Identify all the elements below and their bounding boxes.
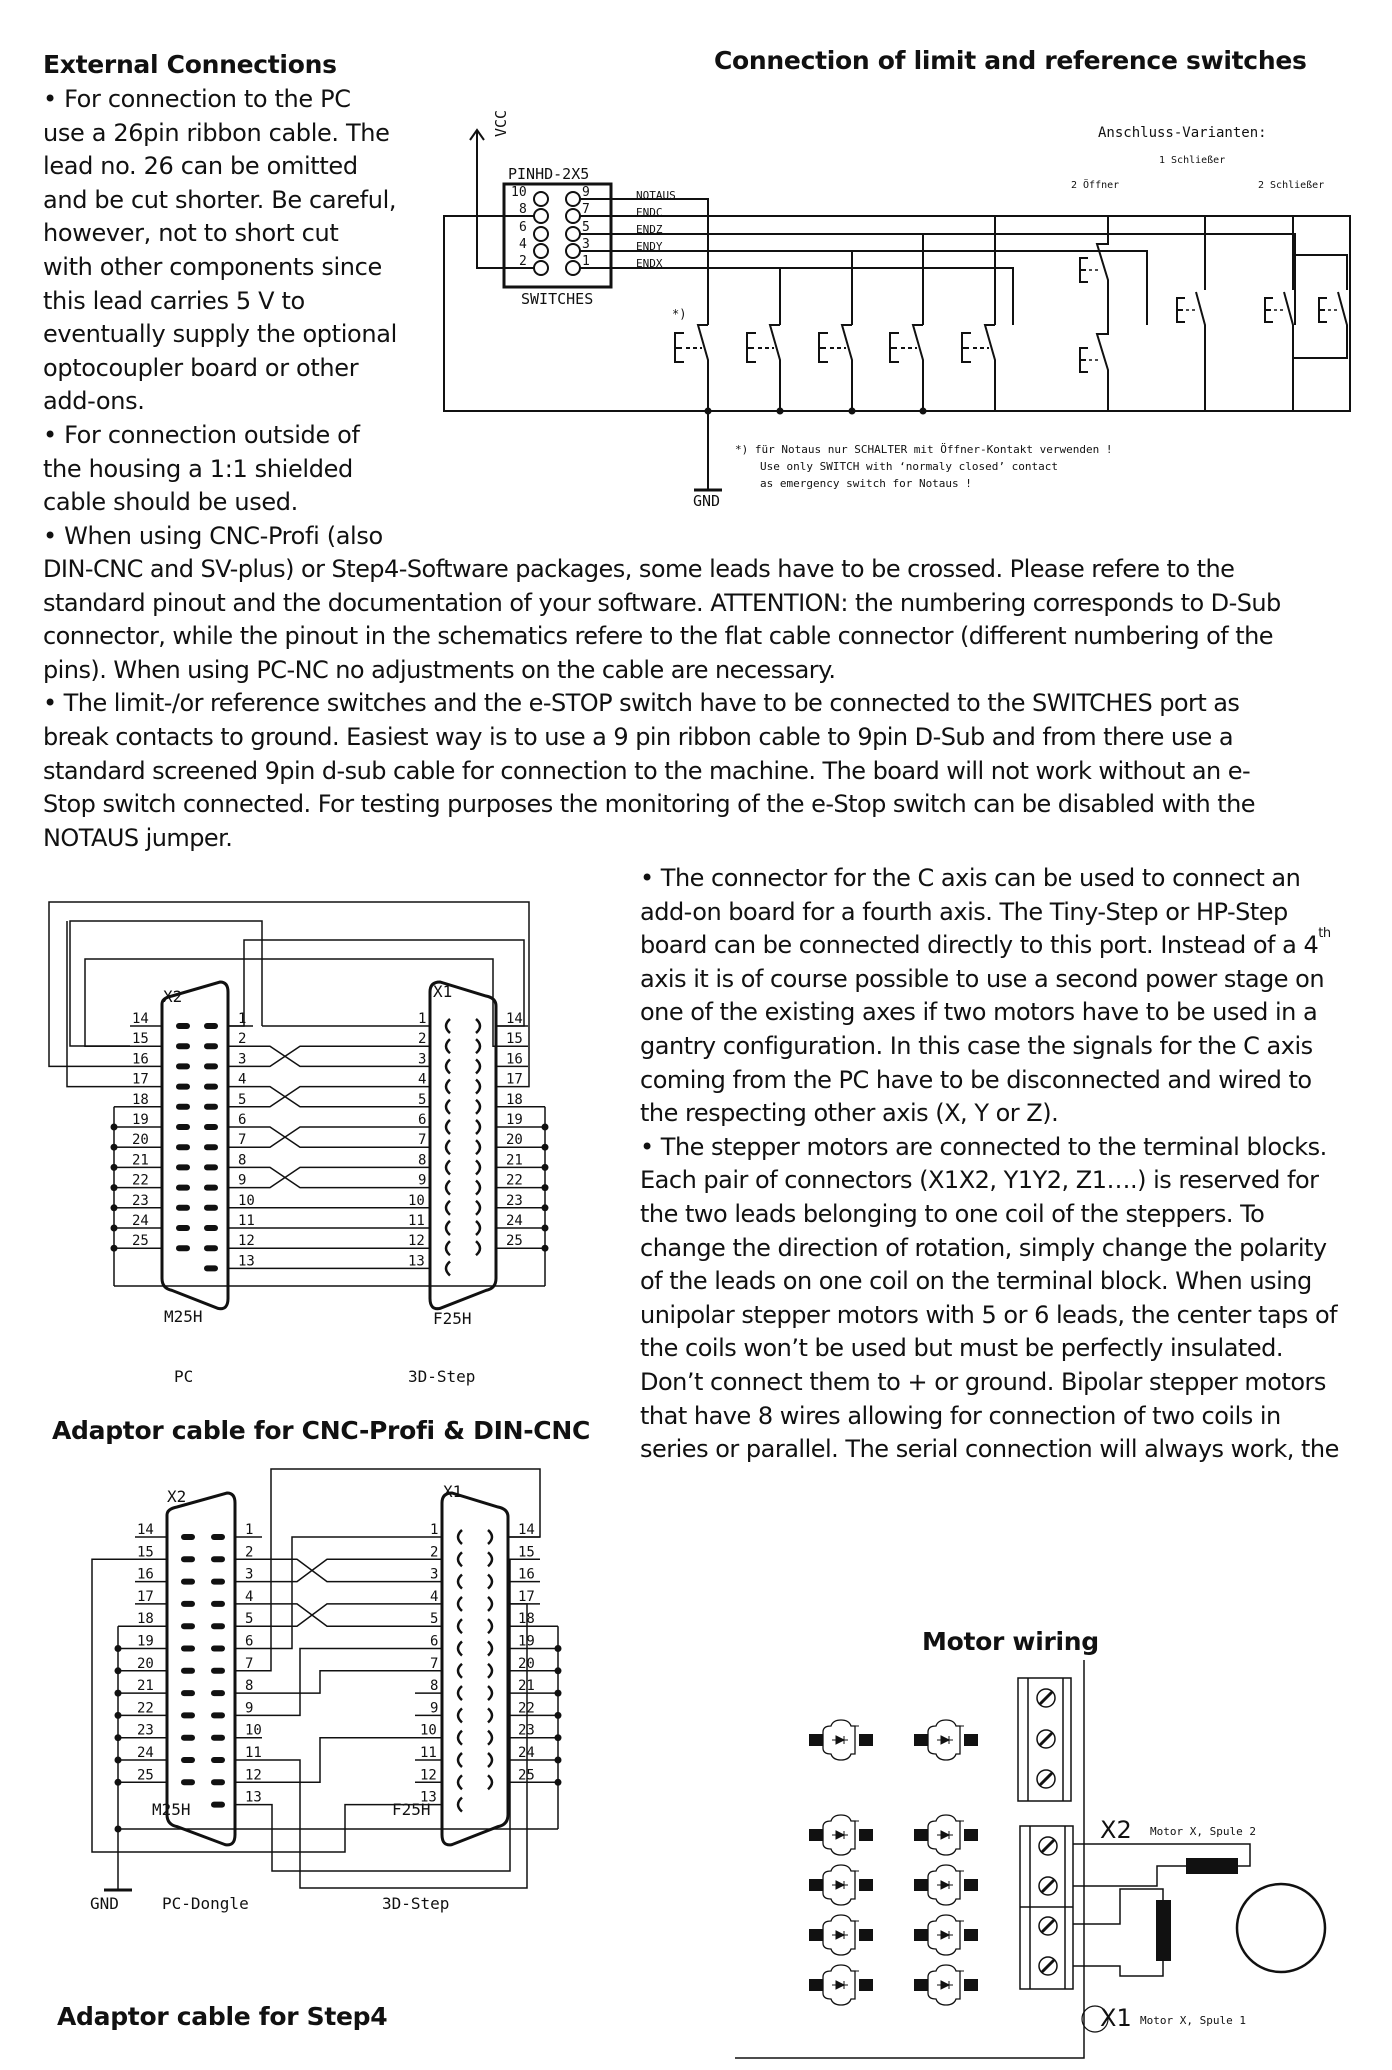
caption-adaptor-step4: Adaptor cable for Step4 xyxy=(57,2002,388,2031)
pin-label: 25 xyxy=(518,1767,535,1784)
pin-label: 15 xyxy=(132,1031,149,1048)
pin-label: 24 xyxy=(137,1745,154,1761)
pin-label: 1 xyxy=(245,1522,254,1538)
text-line: • For connection to the PC xyxy=(43,85,351,113)
ad1-right-name: X1 xyxy=(433,982,453,1001)
pin-label: 8 xyxy=(245,1678,254,1695)
pin-label: 22 xyxy=(132,1172,149,1189)
pin-label: 24 xyxy=(132,1213,149,1229)
pin-label: 10 xyxy=(420,1722,437,1739)
text-line: use a 26pin ribbon cable. The xyxy=(43,118,390,147)
variants-heading: Anschluss-Varianten: xyxy=(1098,125,1267,141)
pin-label: 18 xyxy=(518,1611,535,1628)
pin-label: 24 xyxy=(518,1745,535,1761)
pin-label: 1 xyxy=(430,1522,439,1538)
pin-label: 18 xyxy=(132,1091,149,1108)
pin-label: 16 xyxy=(506,1051,523,1068)
diode-icon xyxy=(914,1815,978,1855)
pin-label: 5 xyxy=(245,1611,254,1628)
text-line: series or parallel. The serial connection will always work, the xyxy=(640,1435,1339,1464)
pin-label: 5 xyxy=(418,1091,427,1108)
text-line: the coils won’t be used but must be perfectly insulated. xyxy=(640,1334,1283,1363)
pin-label: 16 xyxy=(518,1566,535,1583)
ad2-right-name: X1 xyxy=(443,1482,463,1501)
text-line: • The connector for the C axis can be used to connect an xyxy=(640,864,1301,892)
variant-label-2-schliesser: 2 Schließer xyxy=(1258,180,1325,191)
pin-label: 14 xyxy=(518,1522,535,1538)
coil-2-label: Motor X, Spule 2 xyxy=(1150,1825,1256,1838)
caption-adaptor-cnc-profi: Adaptor cable for CNC-Profi & DIN-CNC xyxy=(52,1416,590,1445)
pin-label: 15 xyxy=(137,1544,154,1561)
pin-number: 4 xyxy=(519,237,527,252)
footnote-line-1: *) für Notaus nur SCHALTER mit Öffner-Kontakt verwenden ! xyxy=(735,443,1113,456)
pin-label: 3 xyxy=(238,1051,247,1068)
signal-endc: ENDC xyxy=(636,206,663,219)
pin-label: 23 xyxy=(506,1192,523,1209)
pin-label: 17 xyxy=(506,1071,523,1088)
pin-label: 22 xyxy=(518,1700,535,1717)
text-line: cable should be used. xyxy=(43,488,298,517)
diode-icon xyxy=(914,1865,978,1905)
pin-label: 6 xyxy=(418,1112,427,1128)
pin-label: 9 xyxy=(238,1172,247,1189)
ad2-right-type: F25H xyxy=(392,1800,431,1819)
text-line: change the direction of rotation, simply change the polarity xyxy=(640,1233,1327,1262)
pin-label: 9 xyxy=(418,1172,427,1189)
text-line: that have 8 wires allowing for connection of two coils in xyxy=(640,1401,1281,1430)
footnote-line-3: as emergency switch for Notaus ! xyxy=(760,477,972,490)
pin-label: 17 xyxy=(518,1588,535,1605)
text-line: • The limit-/or reference switches and the e-STOP switch have to be connected to the SWITCHES port as xyxy=(43,689,1240,718)
diode-icon xyxy=(809,1965,873,2005)
text-line: standard pinout and the documentation of your software. ATTENTION: the numbering corresponds to D-Sub xyxy=(43,588,1281,617)
text-line: the two leads belonging to one coil of the steppers. To xyxy=(640,1199,1265,1228)
diode-icon xyxy=(914,1965,978,2005)
diode-icon xyxy=(914,1720,978,1760)
pin-label: 6 xyxy=(430,1633,439,1650)
pin-label: 1 xyxy=(238,1011,247,1027)
pin-number: 1 xyxy=(582,254,590,269)
pin-label: 11 xyxy=(245,1745,262,1761)
text-line: gantry configuration. In this case the signals for the C axis xyxy=(640,1031,1313,1060)
ad1-right-type: F25H xyxy=(433,1309,472,1328)
pin-label: 15 xyxy=(518,1544,535,1561)
pin-label: 13 xyxy=(245,1789,262,1806)
pin-label: 20 xyxy=(506,1132,523,1149)
coil-1-icon xyxy=(1156,1900,1171,1961)
text-line: coming from the PC have to be disconnected and wired to xyxy=(640,1065,1312,1094)
pin-label: 23 xyxy=(518,1722,535,1739)
coil-1-label: Motor X, Spule 1 xyxy=(1140,2014,1246,2027)
text-line: unipolar stepper motors with 5 or 6 leads, the center taps of xyxy=(640,1300,1338,1329)
pin-number: 6 xyxy=(519,220,527,235)
text-line: Stop switch connected. For testing purposes the monitoring of the e-Stop switch can be disabled with the xyxy=(43,790,1256,819)
pin-label: 19 xyxy=(137,1633,154,1650)
pin-label: 23 xyxy=(132,1192,149,1209)
pin-label: 12 xyxy=(408,1233,425,1250)
pin-label: 12 xyxy=(245,1767,262,1784)
pin-label: 5 xyxy=(430,1611,439,1628)
connector-name: PINHD-2X5 xyxy=(508,165,590,183)
text-line: standard screened 9pin d-sub cable for connection to the machine. The board will not work without an e- xyxy=(43,756,1251,785)
text-line: DIN-CNC and SV-plus) or Step4-Software packages, some leads have to be crossed. Please refere to the xyxy=(43,555,1235,583)
pin-label: 2 xyxy=(430,1544,439,1561)
pin-label: 20 xyxy=(132,1132,149,1149)
text-line: optocoupler board or other xyxy=(43,353,359,382)
pin-label: 13 xyxy=(420,1789,437,1806)
pin-label: 9 xyxy=(245,1700,254,1717)
pin-number: 5 xyxy=(582,220,590,235)
diode-icon xyxy=(809,1720,873,1760)
text-line: • When using CNC-Profi (also xyxy=(43,521,383,550)
connector-label: SWITCHES xyxy=(521,290,594,308)
ad2-right-device: 3D-Step xyxy=(382,1894,450,1913)
pin-label: 14 xyxy=(506,1011,523,1027)
signal-endx: ENDX xyxy=(636,257,663,270)
pin-label: 21 xyxy=(137,1678,154,1695)
text-line: of the leads on one coil on the terminal block. When using xyxy=(640,1267,1312,1296)
text-line: • For connection outside of xyxy=(43,420,360,449)
text-line: NOTAUS jumper. xyxy=(43,823,233,852)
ad1-left-type: M25H xyxy=(164,1307,203,1326)
pin-label: 10 xyxy=(238,1192,255,1209)
diode-icon xyxy=(809,1815,873,1855)
pin-label: 18 xyxy=(506,1091,523,1108)
pin-label: 8 xyxy=(430,1678,439,1695)
vcc-label: VCC xyxy=(492,109,510,137)
pin-label: 13 xyxy=(408,1253,425,1270)
pin-number: 2 xyxy=(519,254,527,269)
pin-label: 12 xyxy=(238,1233,255,1250)
pin-label: 8 xyxy=(418,1152,427,1169)
pin-label: 14 xyxy=(137,1522,154,1538)
pin-number: 3 xyxy=(582,237,590,252)
pin-label: 1 xyxy=(418,1011,427,1027)
pin-label: 10 xyxy=(408,1192,425,1209)
pin-label: 4 xyxy=(245,1588,254,1605)
motor-rotor-icon xyxy=(1237,1884,1325,1972)
pin-label: 9 xyxy=(430,1700,439,1717)
pin-label: 23 xyxy=(137,1722,154,1739)
pin-label: 3 xyxy=(245,1566,254,1583)
section-title-external-connections: External Connections xyxy=(43,50,337,79)
pin-label: 6 xyxy=(238,1112,247,1128)
pin-number: 9 xyxy=(582,185,590,200)
pin-label: 7 xyxy=(430,1655,439,1672)
pin-label: 4 xyxy=(238,1071,247,1088)
pin-label: 15 xyxy=(506,1031,523,1048)
text-line: • The stepper motors are connected to the terminal blocks. xyxy=(640,1132,1327,1161)
pin-label: 3 xyxy=(430,1566,439,1583)
signal-endy: ENDY xyxy=(636,240,663,253)
text-line: this lead carries 5 V to xyxy=(43,286,305,315)
pin-label: 11 xyxy=(238,1213,255,1229)
pin-label: 20 xyxy=(518,1655,535,1672)
text-fragment: board can be connected directly to this port. Instead of a 4 xyxy=(640,931,1319,960)
pin-label: 4 xyxy=(430,1588,439,1605)
pin-label: 16 xyxy=(132,1051,149,1068)
gnd-label: GND xyxy=(693,492,721,510)
pin-label: 6 xyxy=(245,1633,254,1650)
text-line: Don’t connect them to + or ground. Bipolar stepper motors xyxy=(640,1367,1326,1396)
signal-endz: ENDZ xyxy=(636,223,663,236)
text-line: with other components since xyxy=(43,252,382,281)
variant-label-1-schliesser: 1 Schließer xyxy=(1159,155,1226,166)
pin-label: 21 xyxy=(132,1152,149,1169)
pin-label: 22 xyxy=(137,1700,154,1717)
asterisk-mark: *) xyxy=(672,307,687,321)
text-line: add-on board for a fourth axis. The Tiny-Step or HP-Step xyxy=(640,897,1288,926)
ad2-left-device: PC-Dongle xyxy=(162,1894,249,1913)
diode-icon xyxy=(914,1915,978,1955)
ad2-left-type: M25H xyxy=(152,1800,191,1819)
text-line: the respecting other axis (X, Y or Z). xyxy=(640,1099,1059,1128)
pin-label: 24 xyxy=(506,1213,523,1229)
pin-label: 17 xyxy=(132,1071,149,1088)
pin-label: 2 xyxy=(238,1031,247,1048)
pin-label: 22 xyxy=(506,1172,523,1189)
pin-label: 4 xyxy=(418,1071,427,1088)
section-title-switches: Connection of limit and reference switches xyxy=(714,46,1307,75)
pin-number: 7 xyxy=(582,202,590,217)
pin-label: 25 xyxy=(137,1767,154,1784)
terminal-x2-label: X2 xyxy=(1100,1816,1132,1844)
coil-2-icon xyxy=(1186,1858,1238,1874)
pin-number: 10 xyxy=(511,185,527,200)
pin-label: 20 xyxy=(137,1655,154,1672)
pin-number: 8 xyxy=(519,202,527,217)
pin-label: 13 xyxy=(238,1253,255,1270)
pin-label: 11 xyxy=(420,1745,437,1761)
text-line: lead no. 26 can be omitted xyxy=(43,152,358,181)
section-title-motor-wiring: Motor wiring xyxy=(922,1627,1099,1656)
pin-label: 21 xyxy=(506,1152,523,1169)
pin-label: 2 xyxy=(418,1031,427,1048)
diode-icon xyxy=(809,1865,873,1905)
text-line: however, not to short cut xyxy=(43,219,339,248)
text-line: axis it is of course possible to use a second power stage on xyxy=(640,964,1325,993)
text-line: add-ons. xyxy=(43,387,145,416)
pin-label: 12 xyxy=(420,1767,437,1784)
pin-label: 19 xyxy=(506,1112,523,1128)
ad2-gnd-label: GND xyxy=(90,1894,119,1913)
text-line: and be cut shorter. Be careful, xyxy=(43,185,397,214)
pin-label: 17 xyxy=(137,1588,154,1605)
ad2-left-name: X2 xyxy=(167,1487,187,1506)
text-line: the housing a 1:1 shielded xyxy=(43,454,353,483)
text-line: one of the existing axes if two motors have to be used in a xyxy=(640,998,1318,1027)
variant-label-2-oeffner: 2 Öffner xyxy=(1071,180,1120,191)
pin-label: 2 xyxy=(245,1544,254,1561)
footnote-line-2: Use only SWITCH with ‘normaly closed’ contact xyxy=(760,460,1059,473)
pin-label: 25 xyxy=(506,1233,523,1250)
pin-label: 7 xyxy=(418,1132,427,1149)
pin-label: 14 xyxy=(132,1011,149,1027)
pin-label: 16 xyxy=(137,1566,154,1583)
board-outline xyxy=(735,1660,1084,2058)
pin-label: 8 xyxy=(238,1152,247,1169)
text-line: pins). When using PC-NC no adjustments on the cable are necessary. xyxy=(43,655,836,684)
text-line: break contacts to ground. Easiest way is to use a 9 pin ribbon cable to 9pin D-Sub and from there use a xyxy=(43,722,1234,751)
terminal-x1-label: X1 xyxy=(1100,2004,1132,2032)
pin-label: 7 xyxy=(238,1132,247,1149)
diode-icon xyxy=(809,1915,873,1955)
ad1-right-device: 3D-Step xyxy=(408,1367,476,1386)
pin-label: 11 xyxy=(408,1213,425,1229)
text-line: eventually supply the optional xyxy=(43,320,397,349)
ad1-left-name: X2 xyxy=(163,987,183,1006)
pin-label: 18 xyxy=(137,1611,154,1628)
pin-label: 19 xyxy=(132,1112,149,1128)
text-line: connector, while the pinout in the schematics refere to the flat cable connector (different numbering of the xyxy=(43,622,1273,651)
pin-label: 5 xyxy=(238,1091,247,1108)
superscript: th xyxy=(1318,926,1331,942)
pin-label: 3 xyxy=(418,1051,427,1068)
pin-label: 19 xyxy=(518,1633,535,1650)
pin-label: 7 xyxy=(245,1655,254,1672)
text-line: Each pair of connectors (X1X2, Y1Y2, Z1….) is reserved for xyxy=(640,1166,1319,1195)
signal-notaus: NOTAUS xyxy=(636,189,676,202)
pin-label: 10 xyxy=(245,1722,262,1739)
pin-label: 21 xyxy=(518,1678,535,1695)
pin-label: 25 xyxy=(132,1233,149,1250)
ad1-left-device: PC xyxy=(174,1367,194,1386)
